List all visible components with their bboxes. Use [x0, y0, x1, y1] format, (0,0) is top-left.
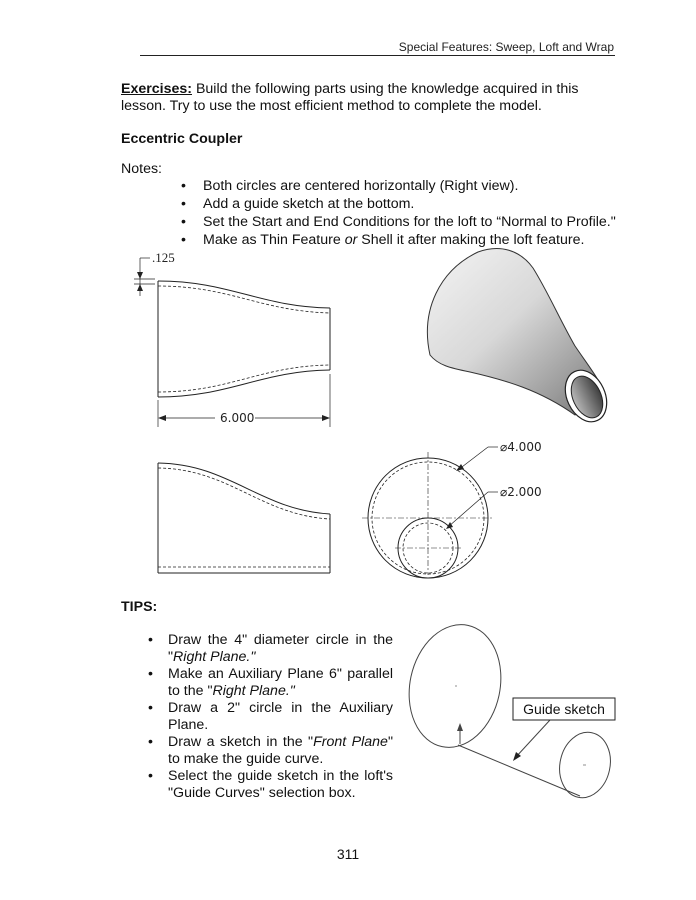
running-header: Special Features: Sweep, Loft and Wrap	[398, 40, 614, 54]
tip-item: • Draw the 4" diameter circle in the "Right Plane."	[148, 632, 393, 666]
tip-item: • Make an Auxiliary Plane 6" parallel to the "Right Plane."	[148, 666, 393, 700]
tip-item: • Draw a 2" circle in the Auxiliary Plane.	[148, 700, 393, 734]
right-view	[362, 447, 498, 578]
arrowhead	[446, 522, 453, 529]
isometric-view	[427, 249, 614, 429]
notes-label: Notes:	[121, 161, 163, 177]
notes-item: • Make as Thin Feature or Shell it after making the loft feature.	[181, 231, 621, 249]
page-number: 311	[336, 846, 360, 862]
guide-sketch-label: Guide sketch	[523, 701, 605, 717]
notes-item: • Set the Start and End Conditions for the loft to “Normal to Profile."	[181, 213, 621, 231]
arrowhead	[322, 415, 330, 421]
arrowhead	[158, 415, 166, 421]
arrowhead	[137, 272, 143, 279]
side-view-top	[134, 258, 330, 427]
dim-length: 6.000	[220, 411, 255, 425]
arrowhead	[457, 723, 463, 731]
exercises-label: Exercises:	[121, 81, 192, 97]
intro-text: Build the following parts using the knowledge acquired in this lesson. Try to use the most efficient method to complete the model.	[121, 81, 579, 114]
dim-diameter-small: ⌀2.000	[500, 485, 542, 499]
tip-item: • Draw a sketch in the "Front Plane" to make the guide curve.	[148, 734, 393, 768]
front-view	[158, 463, 330, 573]
tips-title: TIPS:	[121, 599, 158, 615]
tips-list	[148, 632, 393, 802]
dim-diameter-large: ⌀4.000	[500, 440, 542, 454]
arrowhead	[137, 284, 143, 291]
dim-thickness: .125	[152, 250, 175, 265]
section-title: Eccentric Coupler	[121, 131, 243, 147]
tip-item: • Select the guide sketch in the loft's "Guide Curves" selection box.	[148, 768, 393, 802]
notes-item: • Both circles are centered horizontally (Right view).	[181, 177, 621, 195]
notes-item: • Add a guide sketch at the bottom.	[181, 195, 621, 213]
